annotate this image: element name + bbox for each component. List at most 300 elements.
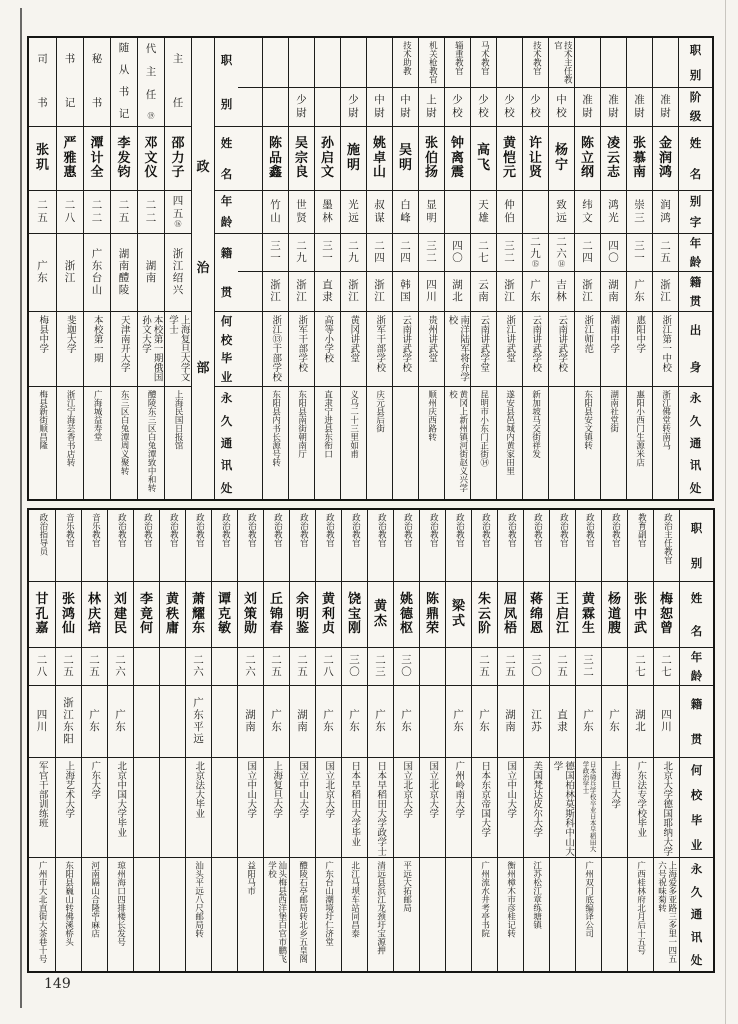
role-cell: 政治教官 — [368, 510, 393, 582]
school-cell: 日本东京帝国大学 — [472, 758, 497, 858]
age-cell — [160, 648, 185, 686]
address-cell: 河南隔山合隆苧麻店 — [89, 861, 100, 938]
age-cell: 二 八 — [57, 191, 83, 234]
person-column — [137, 38, 164, 499]
age-cell: 二 六 ⑭ — [549, 234, 574, 272]
name-cell: 黄 利 贞 — [316, 582, 341, 648]
age-cell: 二 五 — [472, 648, 497, 686]
role-cell: 政治教官 — [108, 510, 133, 582]
address-cell: 琼州海口四排楼长发号 — [115, 861, 126, 946]
rank-cell: 准 尉 — [575, 88, 600, 127]
person-column — [522, 38, 548, 499]
name-cell: 丘 锦 春 — [264, 582, 289, 648]
address-cell — [446, 858, 471, 971]
person-column — [444, 38, 470, 499]
name-cell: 梁 式 — [446, 582, 471, 648]
native-cell: 浙 江 — [367, 272, 392, 312]
person-column — [107, 510, 133, 971]
age-cell: 二 七 — [471, 234, 496, 272]
school-cell: 云南讲武学校 — [523, 312, 548, 387]
school-cell: 云南讲武学校 — [393, 312, 418, 387]
age-cell: 三 一 — [627, 234, 652, 272]
name-cell: 黄 霖 生 — [576, 582, 601, 648]
age-cell: 三 〇 — [394, 648, 419, 686]
school-cell: 北京法大毕业 — [186, 758, 211, 858]
school-cell: 高等小学校 — [315, 312, 340, 387]
native-cell: 四 川 — [29, 686, 55, 758]
person-column — [238, 38, 262, 499]
role-cell: 主 任 — [165, 38, 191, 127]
native-cell: 韩 国 — [393, 272, 418, 312]
name-cell: 黄 恺 元 — [497, 127, 522, 191]
native-cell: 广 东 平 远 — [186, 686, 211, 758]
name-cell: 李 竟 何 — [134, 582, 159, 648]
rank-cell: 准 尉 — [601, 88, 626, 127]
school-cell: 上海复旦大学文学士 — [165, 312, 191, 387]
name-cell: 吴 明 — [393, 127, 418, 191]
age-cell: 三 二 — [576, 648, 601, 686]
person-column — [653, 510, 679, 971]
role-cell — [367, 38, 392, 88]
address-cell — [212, 858, 237, 971]
person-column — [55, 510, 81, 971]
person-column — [419, 510, 445, 971]
age-cell: 三 一 — [315, 234, 340, 272]
name-cell: 张 玑 — [29, 127, 56, 191]
zi-cell — [523, 191, 548, 234]
age-cell — [134, 648, 159, 686]
role-cell: 政治主任教官 — [654, 510, 679, 582]
rank-cell — [263, 88, 288, 127]
person-column — [523, 510, 549, 971]
person-column — [315, 510, 341, 971]
address-cell: 上海民国日报馆 — [173, 390, 184, 450]
native-cell: 吉 林 — [549, 272, 574, 312]
school-cell: 国立中山大学 — [238, 758, 263, 858]
rank-cell: 少 尉 — [341, 88, 366, 127]
zi-cell: 叔 谋 — [367, 191, 392, 234]
person-column — [600, 38, 626, 499]
role-cell — [575, 38, 600, 88]
role-cell — [497, 38, 522, 88]
zi-cell: 光 远 — [341, 191, 366, 234]
person-column — [392, 38, 418, 499]
age-cell: 二 九 — [289, 234, 314, 272]
political-dept-subtable — [29, 38, 238, 499]
zi-cell: 仲 伯 — [497, 191, 522, 234]
name-cell: 施 明 — [341, 127, 366, 191]
address-cell: 上海爱多亚路三多里一四五六号祝味菊转 — [656, 861, 677, 963]
name-cell: 梅 恕 曾 — [654, 582, 679, 648]
native-cell: 广 东 — [108, 686, 133, 758]
address-cell: 黄冈上新州镇河街赵义兴学校 — [447, 390, 468, 492]
address-cell: 江苏松江章练塘镇 — [531, 861, 542, 929]
name-cell: 孙 启 文 — [315, 127, 340, 191]
person-column — [601, 510, 627, 971]
zi-cell: 竹 山 — [263, 191, 288, 234]
row-header-cell: 职 别 — [680, 510, 713, 582]
age-cell: 二 四 — [575, 234, 600, 272]
role-cell: 政治教官 — [264, 510, 289, 582]
role-cell: 政治教官 — [316, 510, 341, 582]
role-cell: 书 记 — [57, 38, 83, 127]
role-cell: 马术教官 — [471, 38, 496, 88]
age-cell: 二 五 — [29, 191, 56, 234]
age-cell: 二 五 — [290, 648, 315, 686]
row-header-cell: 出 身 — [679, 312, 712, 387]
name-cell: 吴 宗 良 — [289, 127, 314, 191]
person-column — [548, 38, 574, 499]
role-cell: 音乐教官 — [82, 510, 107, 582]
age-cell: 三 〇 — [342, 648, 367, 686]
role-cell: 教育副官 — [628, 510, 653, 582]
row-header-cell: 籍 贯 — [679, 272, 712, 312]
school-cell: 本校第一期俄国孙文大学 — [138, 312, 164, 387]
zi-cell — [238, 191, 262, 234]
address-cell: 广州双门底编译公司 — [583, 861, 594, 938]
role-cell: 政治教官 — [524, 510, 549, 582]
age-cell: 三 二 — [419, 234, 444, 272]
person-column — [652, 38, 678, 499]
school-cell: 广东法专学校毕业 — [628, 758, 653, 858]
school-cell: 浙江师范 — [575, 312, 600, 387]
person-column — [262, 38, 288, 499]
zi-cell: 鸿 光 — [601, 191, 626, 234]
role-cell — [627, 38, 652, 88]
school-cell — [134, 758, 159, 858]
school-cell: 本校第一期 — [84, 312, 110, 387]
zi-cell — [445, 191, 470, 234]
native-cell: 广 东 — [264, 686, 289, 758]
person-column — [237, 510, 263, 971]
row-header-cell: 别 字 — [679, 191, 712, 234]
school-cell: 国立北京大学 — [316, 758, 341, 858]
role-cell: 政治教官 — [342, 510, 367, 582]
school-cell: 北京中国大学毕业 — [108, 758, 133, 858]
age-cell — [602, 648, 627, 686]
age-cell: 二 七 — [628, 648, 653, 686]
address-cell: 浙江佛堂转南马 — [660, 390, 671, 450]
age-cell: 二 五 — [82, 648, 107, 686]
name-cell: 谭 克 敏 — [212, 582, 237, 648]
role-cell: 政治教官 — [420, 510, 445, 582]
age-cell: 二 六 — [108, 648, 133, 686]
person-column — [133, 510, 159, 971]
person-column — [159, 510, 185, 971]
rank-cell: 少 尉 — [289, 88, 314, 127]
person-column — [367, 510, 393, 971]
name-cell: 张 慕 南 — [627, 127, 652, 191]
school-cell: 上海艺术大学 — [56, 758, 81, 858]
scan-edge-line-right — [725, 0, 726, 1024]
role-cell: 政治教官 — [446, 510, 471, 582]
native-cell: 浙 江 — [575, 272, 600, 312]
rank-cell: 准 尉 — [653, 88, 678, 127]
address-cell: 义乌二十三里如甫 — [348, 390, 359, 458]
native-cell: 广 东 — [316, 686, 341, 758]
person-column — [574, 38, 600, 499]
school-cell: 国立北京大学 — [420, 758, 445, 858]
native-cell: 直 隶 — [550, 686, 575, 758]
address-cell — [549, 387, 574, 499]
school-cell: 湖南中学 — [601, 312, 626, 387]
school-cell: 云南讲武学校 — [549, 312, 574, 387]
school-cell: 北京大学德国耶纳大学 — [654, 758, 679, 858]
age-cell: 四 五 ⑯ — [165, 191, 191, 234]
school-cell: 惠阳中学 — [627, 312, 652, 387]
name-cell: 刘 策 勋 — [238, 582, 263, 648]
age-cell: 四 〇 — [601, 234, 626, 272]
person-column — [393, 510, 419, 971]
school-cell: 贵州讲武堂 — [419, 312, 444, 387]
school-cell: 黄冈讲武堂 — [341, 312, 366, 387]
header-column — [679, 510, 713, 971]
address-cell: 东阳县安文镇转 — [582, 390, 593, 450]
zi-cell: 世 贤 — [289, 191, 314, 234]
age-cell: 二 五 — [264, 648, 289, 686]
person-column — [263, 510, 289, 971]
age-cell: 二 六 — [186, 648, 211, 686]
person-column — [575, 510, 601, 971]
instructor-roster-subtable — [238, 38, 712, 499]
person-column — [289, 510, 315, 971]
native-cell: 浙 江 — [341, 272, 366, 312]
native-cell — [238, 272, 262, 312]
role-cell: 代 主 任 ⑲ — [138, 38, 164, 127]
native-cell: 广 东 — [627, 272, 652, 312]
name-cell: 黄 秩 庸 — [160, 582, 185, 648]
name-cell: 甘 孔 嘉 — [29, 582, 55, 648]
name-cell: 张 伯 扬 — [419, 127, 444, 191]
person-column — [83, 38, 110, 499]
native-cell — [420, 686, 445, 758]
school-cell: 梅县中学 — [29, 312, 56, 387]
zi-cell: 崇 三 — [627, 191, 652, 234]
native-cell: 广 东 — [394, 686, 419, 758]
name-cell: 萧 耀 东 — [186, 582, 211, 648]
address-cell: 顺州庆西路转 — [426, 390, 437, 441]
rank-cell: 上 尉 — [419, 88, 444, 127]
address-cell — [238, 387, 262, 499]
row-header-cell: 何 校 毕 业 — [215, 312, 238, 387]
role-cell: 政治教官 — [394, 510, 419, 582]
name-cell: 陈 立 纲 — [575, 127, 600, 191]
role-cell — [238, 38, 262, 88]
name-cell: 林 庆 培 — [82, 582, 107, 648]
address-cell: 醴陵石亭邮局转北乡五皇阁 — [297, 861, 308, 963]
school-cell — [238, 312, 262, 387]
native-cell: 浙 江 — [263, 272, 288, 312]
rank-cell: 准 尉 — [627, 88, 652, 127]
name-cell: 潭 计 全 — [84, 127, 110, 191]
address-cell: 直隶宁进县东衔口 — [322, 390, 333, 458]
person-column — [341, 510, 367, 971]
native-cell: 广 东 — [472, 686, 497, 758]
school-cell: 浙军干部学校 — [289, 312, 314, 387]
role-cell: 随 从 书 记 — [111, 38, 137, 127]
address-cell: 昆明市小东门正街⑭ — [478, 390, 489, 467]
address-cell: 广州流水井考亭书院 — [479, 861, 490, 938]
school-cell: 广州岭南大学 — [446, 758, 471, 858]
age-cell: 二 九 — [341, 234, 366, 272]
person-column — [497, 510, 523, 971]
rank-cell — [315, 88, 340, 127]
address-cell: 浙江宁海芸香书店转 — [65, 390, 76, 467]
header-column — [214, 38, 238, 499]
native-cell: 广 东 — [342, 686, 367, 758]
address-cell: 广东台山潮境圩仁济堂 — [323, 861, 334, 946]
rank-cell: 中 校 — [549, 88, 574, 127]
native-cell: 浙 江 — [497, 272, 522, 312]
address-cell: 东三区白兔潭周义聚转 — [119, 390, 130, 475]
age-cell: 二 三 — [368, 648, 393, 686]
address-cell — [420, 858, 445, 971]
age-cell: 二 五 — [111, 191, 137, 234]
person-column — [288, 38, 314, 499]
role-cell: 机关枪教官 — [419, 38, 444, 88]
section-title: 政 治 部 — [196, 160, 210, 376]
role-cell — [601, 38, 626, 88]
address-cell: 东阳县巍山转佛溪桥头 — [63, 861, 74, 946]
name-cell: 陈 鼎 荣 — [420, 582, 445, 648]
native-cell: 广 东 — [523, 272, 548, 312]
native-cell: 湖 南 醴 陵 — [111, 234, 137, 312]
role-cell: 秘 书 — [84, 38, 110, 127]
person-column — [185, 510, 211, 971]
name-cell: 高 飞 — [471, 127, 496, 191]
address-cell: 惠阳小西门生源米店 — [634, 390, 645, 467]
school-cell — [212, 758, 237, 858]
native-cell — [160, 686, 185, 758]
school-cell: 美国梵达皮尔大学 — [524, 758, 549, 858]
name-cell: 张 鸿 仙 — [56, 582, 81, 648]
row-header-cell: 职 别 — [679, 38, 712, 88]
name-cell: 屈 凤 梧 — [498, 582, 523, 648]
school-cell: 上海旦大学 — [602, 758, 627, 858]
role-cell: 司 书 — [29, 38, 56, 127]
role-cell: 政治教官 — [498, 510, 523, 582]
role-cell — [289, 38, 314, 88]
age-cell: 二 五 — [498, 648, 523, 686]
age-cell: 二 二 — [138, 191, 164, 234]
person-column — [29, 510, 55, 971]
name-cell: 朱 云 阶 — [472, 582, 497, 648]
school-cell: 日本早稻田大学毕业 — [342, 758, 367, 858]
name-cell: 陈 品 鑫 — [263, 127, 288, 191]
row-header-cell: 姓 名 — [679, 127, 712, 191]
native-cell: 广 东 — [82, 686, 107, 758]
header-column — [678, 38, 712, 499]
age-cell: 二 四 — [393, 234, 418, 272]
name-cell: 李 发 钧 — [111, 127, 137, 191]
address-cell: 醴陵东三区白兔潭致中和转 — [146, 390, 157, 492]
role-cell: 政治教官 — [134, 510, 159, 582]
person-column — [340, 38, 366, 499]
native-cell: 湖 南 — [498, 686, 523, 758]
native-cell — [134, 686, 159, 758]
age-cell — [212, 648, 237, 686]
person-column — [626, 38, 652, 499]
name-cell: 姚 卓 山 — [367, 127, 392, 191]
address-cell — [602, 858, 627, 971]
native-cell: 湖 北 — [628, 686, 653, 758]
row-header-cell: 年 龄 — [680, 648, 713, 686]
roster-table-top — [27, 36, 714, 501]
name-cell: 王 启 江 — [550, 582, 575, 648]
person-column — [470, 38, 496, 499]
age-cell: 二 八 — [29, 648, 55, 686]
zi-cell: 显 明 — [419, 191, 444, 234]
age-cell: 二 五 — [550, 648, 575, 686]
rank-cell: 少 校 — [497, 88, 522, 127]
native-cell: 广 东 — [602, 686, 627, 758]
role-cell: 政治教官 — [550, 510, 575, 582]
age-cell — [238, 234, 262, 272]
school-cell: 广东大学 — [82, 758, 107, 858]
name-cell: 蒋 绵 恩 — [524, 582, 549, 648]
person-column — [211, 510, 237, 971]
school-cell: 德国柏林莫斯科中山大学 — [550, 758, 575, 858]
rank-cell: 少 校 — [445, 88, 470, 127]
native-cell: 广 东 — [446, 686, 471, 758]
name-cell: 刘 建 民 — [108, 582, 133, 648]
role-cell: 音乐教官 — [56, 510, 81, 582]
row-header-cell: 籍 贯 — [680, 686, 713, 758]
person-column — [418, 38, 444, 499]
scan-edge-line-left — [20, 8, 22, 1008]
age-cell — [446, 648, 471, 686]
address-cell: 遂安县邑城内黄家田里 — [504, 390, 515, 475]
age-cell: 三 二 — [497, 234, 522, 272]
address-cell: 汕头平远八尺邮局转 — [193, 861, 204, 938]
school-cell — [160, 758, 185, 858]
address-cell: 广海城益寿堂 — [92, 390, 103, 441]
page-number: 149 — [44, 976, 71, 992]
zi-cell: 天 雄 — [471, 191, 496, 234]
age-cell: 二 四 — [367, 234, 392, 272]
rank-cell: 中 尉 — [393, 88, 418, 127]
address-cell: 庆元县后街 — [374, 390, 385, 433]
address-cell: 清远县浜江龙颈圩宝源押 — [375, 861, 386, 955]
role-cell — [315, 38, 340, 88]
person-column — [110, 38, 137, 499]
age-cell: 二 八 — [316, 648, 341, 686]
native-cell: 湖 南 — [138, 234, 164, 312]
native-cell: 四 川 — [419, 272, 444, 312]
native-cell: 广 东 — [576, 686, 601, 758]
row-header-cell: 永 久 通 讯 处 — [690, 862, 703, 967]
address-cell: 东阳县内书长源号转 — [270, 390, 281, 467]
name-cell — [238, 127, 262, 191]
name-cell: 许 让 贤 — [523, 127, 548, 191]
person-column — [445, 510, 471, 971]
address-cell: 广州市大北直街大茶巷十号 — [37, 861, 48, 963]
name-cell: 余 明 鉴 — [290, 582, 315, 648]
school-cell: 斐迦大学 — [57, 312, 83, 387]
person-column — [471, 510, 497, 971]
address-cell: 东阳县南街朝南厅 — [296, 390, 307, 458]
person-column — [627, 510, 653, 971]
person-column — [496, 38, 522, 499]
role-cell: 政治教官 — [238, 510, 263, 582]
native-cell: 广 东 — [368, 686, 393, 758]
zi-cell: 白 峰 — [393, 191, 418, 234]
zi-cell: 墨 林 — [315, 191, 340, 234]
role-cell: 技术教官 — [523, 38, 548, 88]
rank-cell: 少 校 — [471, 88, 496, 127]
age-cell: 二 七 — [654, 648, 679, 686]
role-cell: 政治教官 — [212, 510, 237, 582]
